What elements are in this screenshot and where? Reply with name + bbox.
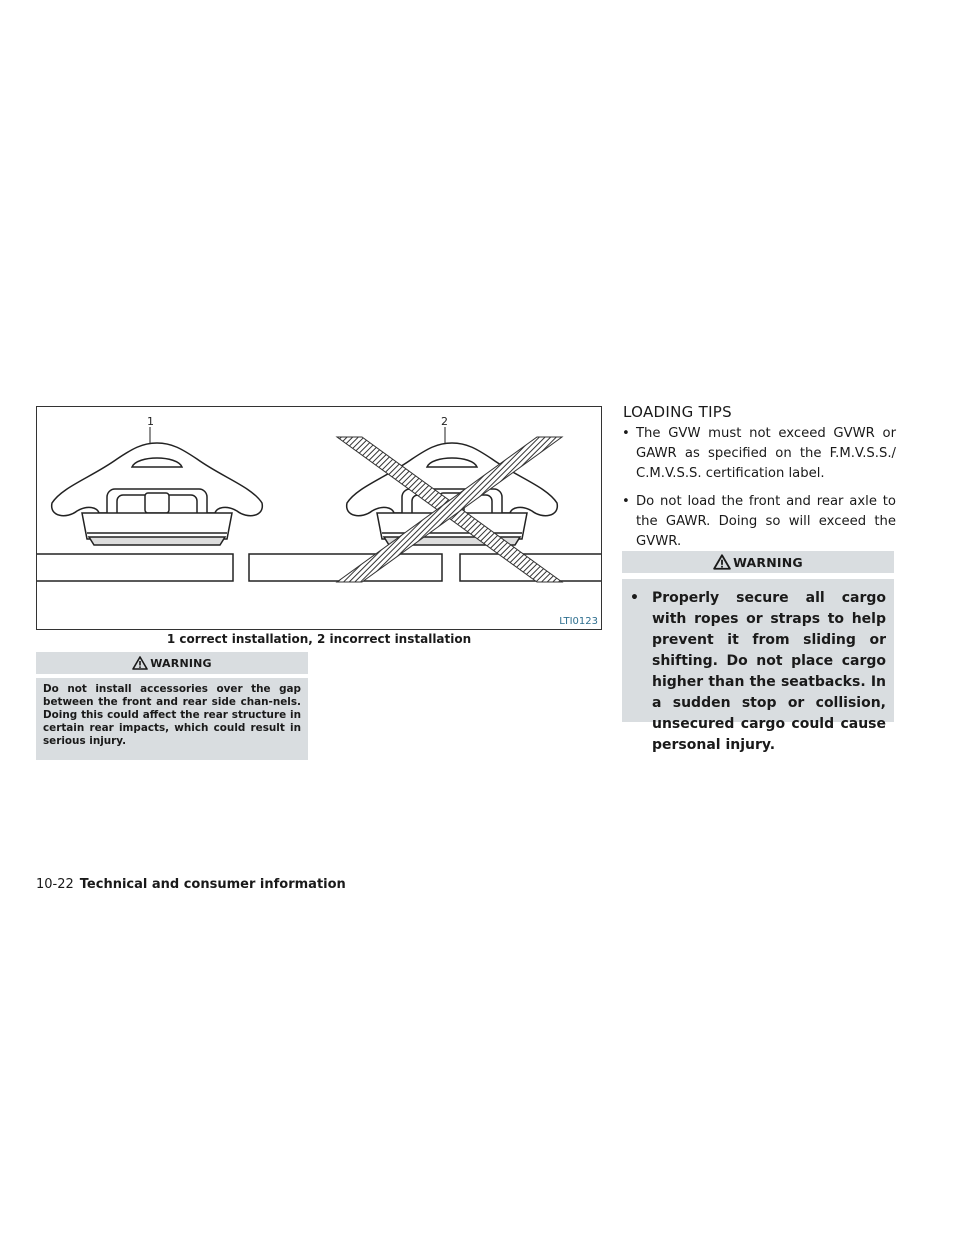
list-item	[622, 492, 896, 552]
right-warning-body	[622, 579, 894, 753]
right-warning-header	[622, 551, 894, 573]
callout-label-2: 2	[441, 415, 448, 428]
right-warning-text: Properly secure all cargo with ropes or straps to help prevent it from sliding or shifting. Do not place cargo higher than the seatbacks. In a sudden stop or collision, unsecured cargo could cause personal injury.	[652, 590, 886, 753]
callout-label-1: 1	[147, 415, 154, 428]
figure-caption: 1 correct installation, 2 incorrect installation	[166, 632, 472, 646]
left-warning-header	[36, 652, 308, 674]
page-number: 10-22	[36, 877, 74, 892]
warning-icon	[713, 554, 731, 570]
bullet: •	[630, 590, 639, 606]
cleat-correct	[52, 443, 263, 545]
left-warning-title: WARNING	[150, 656, 212, 670]
right-warning-title: WARNING	[733, 554, 803, 570]
bullet: •	[622, 494, 630, 509]
warning-icon	[132, 656, 148, 670]
footer-section-name: Technical and consumer information	[79, 877, 346, 892]
installation-figure	[36, 406, 602, 630]
loading-tips-list	[622, 424, 896, 560]
left-warning-text: Do not install accessories over the gap between the front and rear side chan-nels. Doing this could affect the rear structure in certain rear impacts, which could result in serious injury.	[43, 683, 301, 747]
loading-tips-heading: LOADING TIPS	[623, 403, 732, 421]
tip-text: The GVW must not exceed GVWR or GAWR as specified on the F.M.V.S.S./ C.M.V.S.S. certification label.	[636, 426, 896, 481]
list-item	[622, 424, 896, 484]
page-footer	[36, 877, 346, 892]
bullet: •	[622, 426, 630, 441]
list-item	[630, 588, 886, 756]
left-warning-body	[36, 678, 308, 760]
tip-text: Do not load the front and rear axle to the GAWR. Doing so will exceed the GVWR.	[636, 494, 896, 549]
rail-left	[37, 554, 233, 581]
cleat-illustration	[37, 407, 601, 629]
figure-code: LTI0123	[559, 616, 598, 627]
